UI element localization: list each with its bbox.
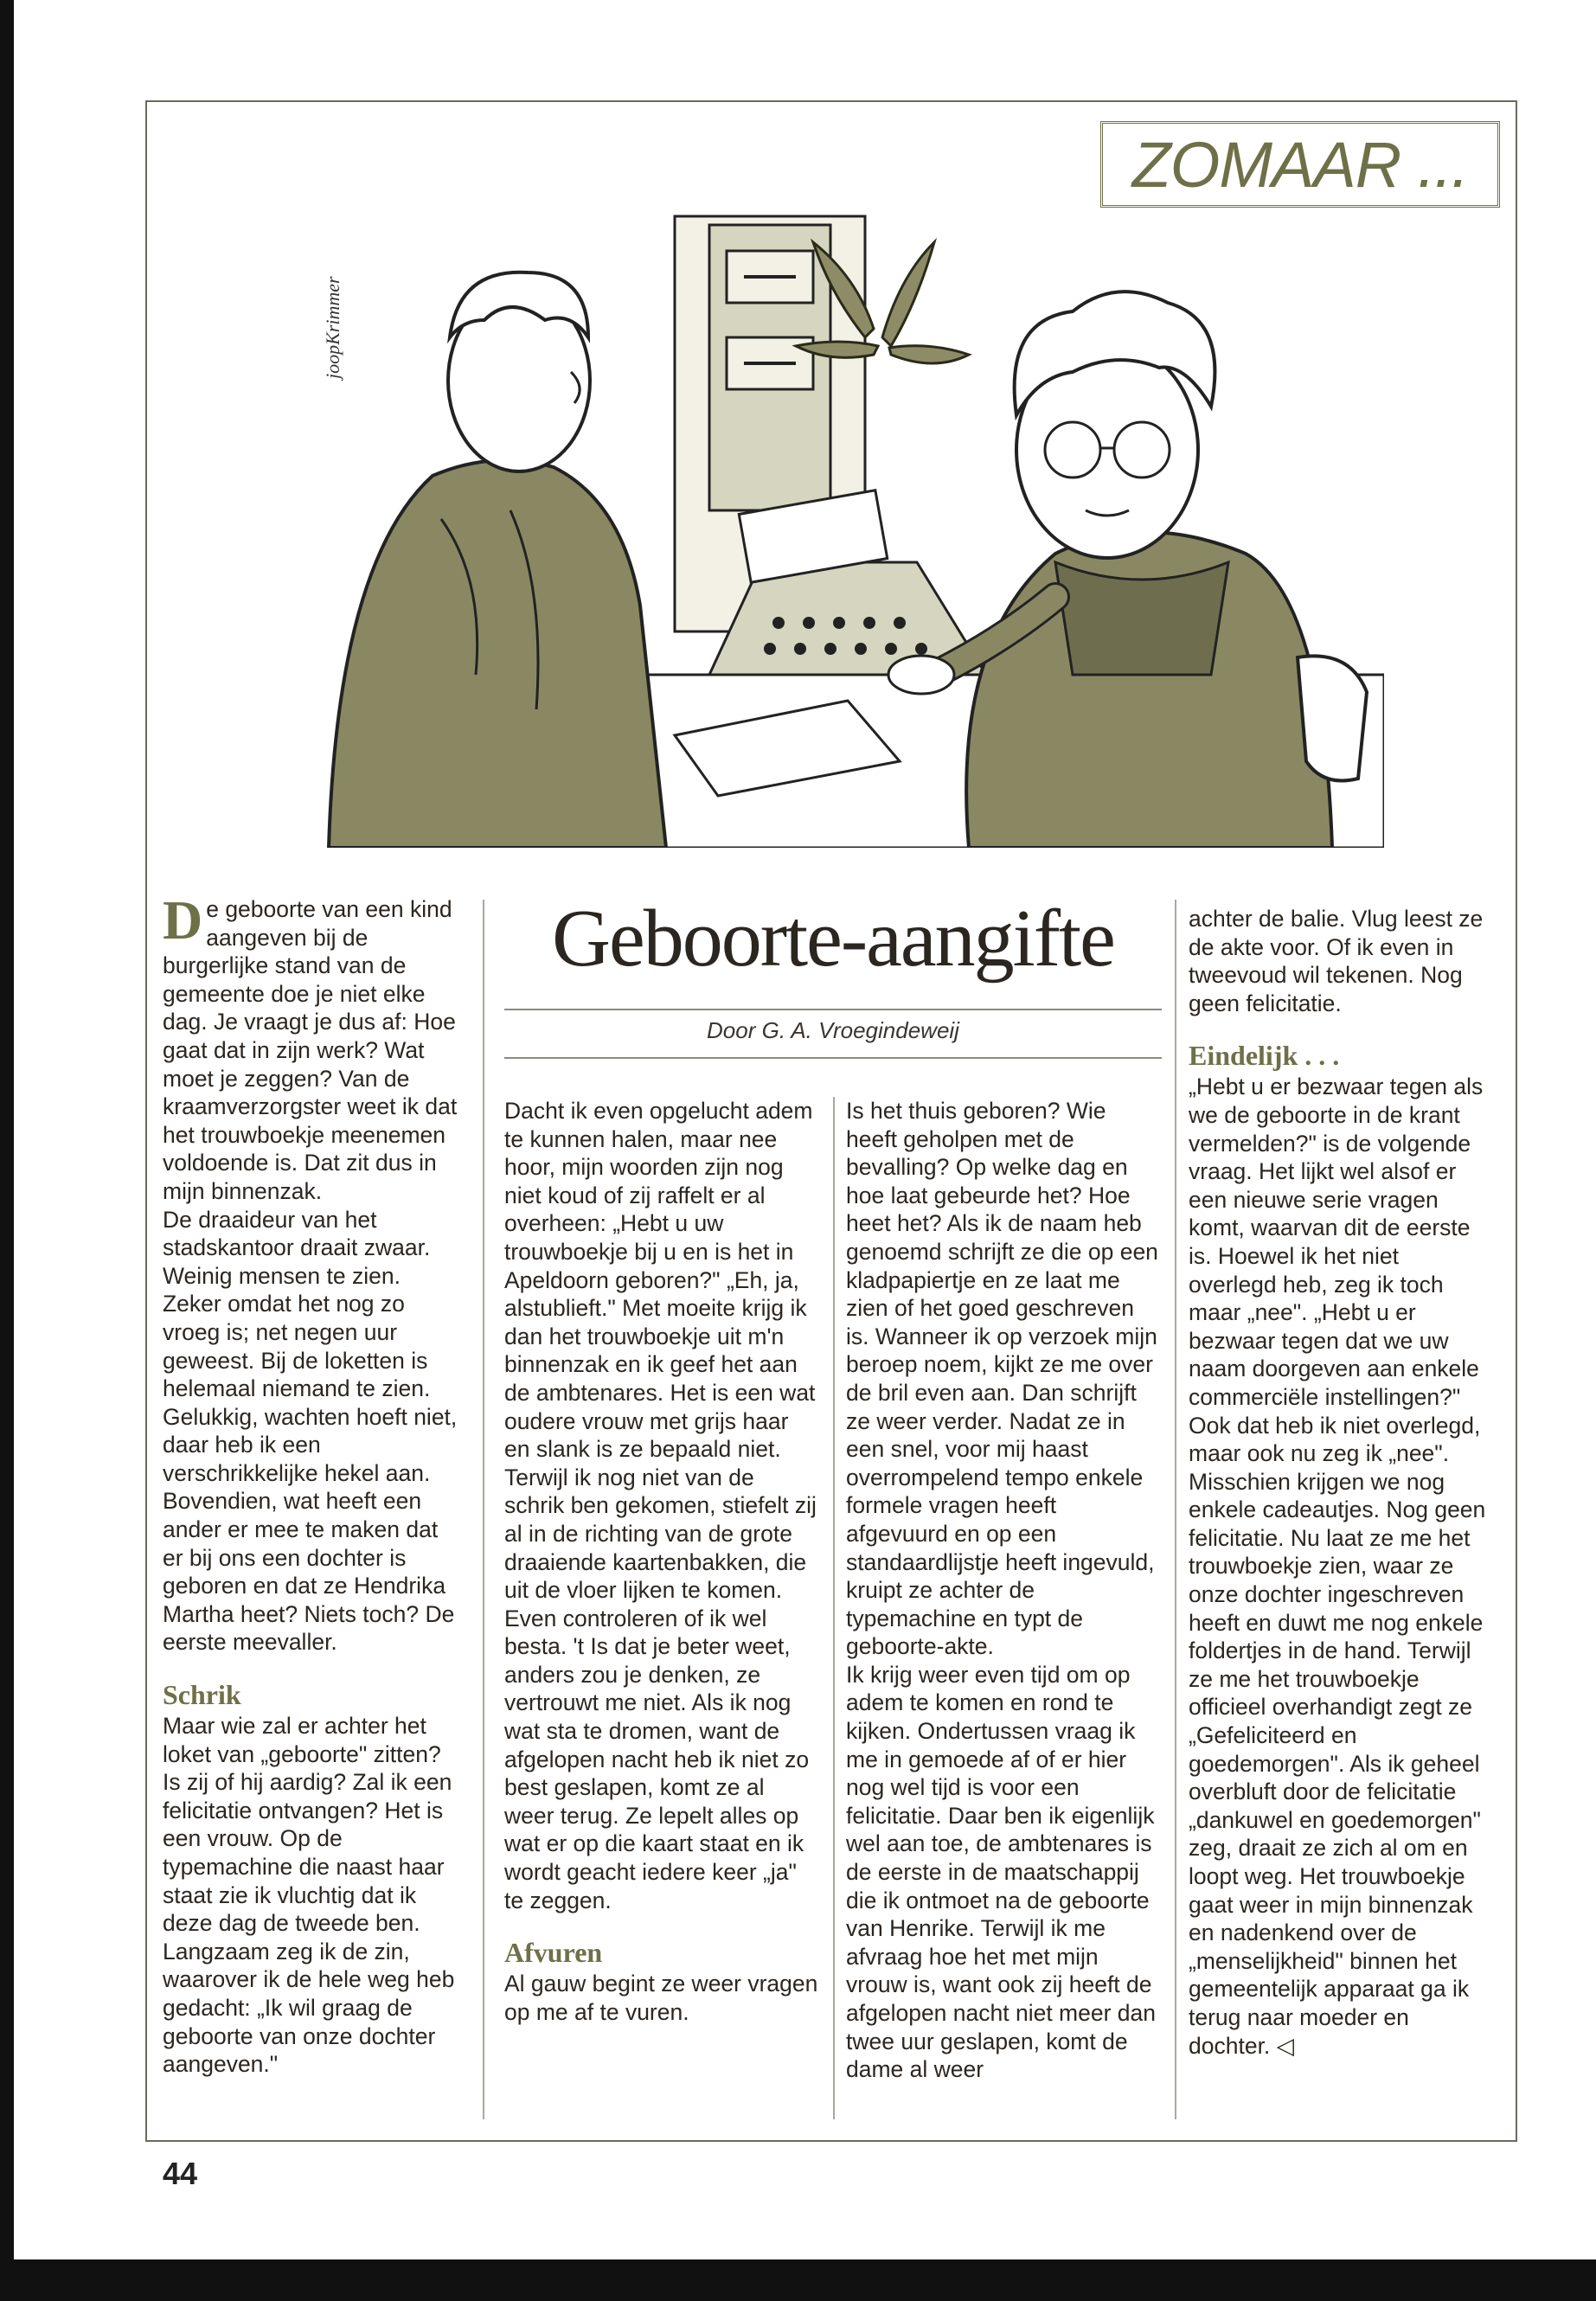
column-divider	[483, 900, 484, 2119]
paragraph: De draaideur van het stadskantoor draait zwaar. Weinig mensen te zien. Zeker omdat het nog zo vroeg is; net negen uur geweest. Bij de loketten is helemaal niemand te zien. Gelukkig, wachten hoeft niet, daar heb ik een verschrikkelijke hekel aan. Bovendien, wat heeft een ander er mee te maken dat er bij ons een dochter is geboren en dat ze Hendrika Martha heet? Niets toch? De eerste meevaller.	[163, 1206, 458, 1656]
column-2	[504, 1097, 820, 2026]
article-title: Geboorte-aangifte	[552, 894, 1114, 984]
paragraph: Dacht ik even opgelucht adem te kunnen halen, maar nee hoor, mijn woorden zijn nog niet koud of zij raffelt er al overheen: „Hebt u uw trouwboekje bij u en is het in Apeldoorn geboren?" „Eh, ja, alstublieft." Met moeite krijg ik dan het trouwboekje uit m'n binnenzak en ik geef het aan de ambtenares. Het is een wat oudere vrouw met grijs haar en slank is ze bepaald niet. Terwijl ik nog niet van de schrik ben gekomen, stiefelt zij al in de richting van de grote draaiende kaartenbakken, die uit de vloer lijken te komen. Even controleren of ik wel besta. 't Is dat je beter weet, anders zou je denken, ze vertrouwt me niet. Als ik nog wat sta te dromen, want de afgelopen nacht heb ik niet zo best geslapen, komt ze al weer terug. Ze lepelt alles op wat er op die kaart staat en ik wordt geacht iedere keer „ja" te zeggen.	[504, 1098, 817, 1913]
paragraph: Is het thuis geboren? Wie heeft geholpen met de bevalling? Op welke dag en hoe laat gebeurde het? Hoe heet het? Als ik de naam heb genoemd schrijft ze die op een kladpapiertje en ze laat me zien of het goed geschreven is. Wanneer ik op verzoek mijn beroep noem, kijkt ze me over de bril even aan. Dan schrijft ze weer verder. Nadat ze in een snel, voor mij haast overrompelend tempo enkele formele vragen heeft afgevuurd en op een standaardlijstje heeft ingevuld, kruipt ze achter de typemachine en typt de geboorte-akte.	[846, 1098, 1158, 1660]
column-4	[1189, 905, 1491, 2060]
byline: Door G. A. Vroegindeweij	[707, 1017, 959, 1043]
paragraph: „Hebt u er bezwaar tegen als we de geboorte in de krant vermelden?" is de volgende vraag. Het lijkt wel alsof er een nieuwe serie vragen komt, waarvan dit de eerste is. Hoewel ik het niet overlegd heb, zeg ik toch maar „nee". „Hebt u er bezwaar tegen dat we uw naam doorgeven aan enkele commerciële instellingen?" Ook dat heb ik niet overlegd, maar ook nu zeg ik „nee". Misschien krijgen we nog enkele cadeautjes. Nog geen felicitatie. Nu laat ze me het trouwboekje zien, waar ze onze dochter ingeschreven heeft en duwt me nog enkele foldertjes in de hand. Terwijl ze me het trouwboekje officieel overhandigt zegt ze „Gefeliciteerd en goedemorgen". Als ik geheel overbluft door de felicitatie „dankuwel en goedemorgen" zeg, draait ze zich al om en loopt weg. Het trouwboekje gaat weer in mijn binnenzak en nadenkend over de „menselijkheid" binnen het gemeentelijk apparaat ga ik terug naar moeder en dochter. ◁	[1189, 1074, 1486, 2059]
column-divider	[833, 1097, 835, 2119]
subheading-afvuren: Afvuren	[504, 1937, 603, 1969]
column-divider	[1175, 900, 1176, 2119]
illustration-clerk-at-typewriter	[311, 190, 1384, 848]
paragraph: Maar wie zal er achter het loket van „geboorte" zitten? Is zij of hij aardig? Zal ik een felicitatie ontvangen? Het is een vrouw. Op de typemachine die naast haar staat zie ik vluchtig dat ik deze dag de tweede ben. Langzaam zeg ik de zin, waarover ik de hele weg heb gedacht: „Ik wil graag de geboorte van onze dochter aangeven."	[163, 1713, 455, 2078]
subheading-eindelijk: Eindelijk . . .	[1189, 1040, 1340, 1072]
artist-signature: joopKrimmer	[322, 276, 343, 379]
column-3	[846, 1097, 1162, 2084]
intro-paragraph	[163, 889, 462, 1206]
intro-text: e geboorte van een kind aangeven bij de burgerlijke stand van de gemeente doe je niet elke dag. Je vraagt je dus af: Hoe gaat dat in zijn werk? Wat moet je zeggen? Van de kraamverzorgster weet ik dat het trouwboekje meenemen voldoende is. Dat zit dus in mijn binnenzak.	[163, 896, 458, 1204]
scan-edge-bottom	[0, 2259, 1596, 2301]
paragraph: Ik krijg weer even tijd om op adem te komen en rond te kijken. Ondertussen vraag ik me in gemoede af of er hier nog wel tijd is voor een felicitatie. Daar ben ik eigenlijk wel aan toe, de ambtenares is de eerste in de maatschappij die ik ontmoet na de geboorte van Henrike. Terwijl ik me afvraag hoe het met mijn vrouw is, want ook zij heeft de afgelopen nacht niet meer dan twee uur geslapen, komt de dame al weer	[846, 1661, 1157, 2083]
scan-edge-left	[0, 0, 14, 2301]
title-rule	[504, 1009, 1162, 1010]
page-number: 44	[163, 2156, 198, 2191]
subheading-schrik: Schrik	[163, 1679, 241, 1711]
paragraph: achter de balie. Vlug leest ze de akte voor. Of ik even in tweevoud wil tekenen. Nog geen felicitatie.	[1189, 906, 1484, 1016]
byline-rule	[504, 1057, 1162, 1059]
paragraph: Al gauw begint ze weer vragen op me af te vuren.	[504, 1971, 818, 2025]
column-1	[163, 889, 462, 2079]
kicker-label: ZOMAAR ...	[1131, 128, 1469, 201]
dropcap: D	[163, 889, 203, 951]
